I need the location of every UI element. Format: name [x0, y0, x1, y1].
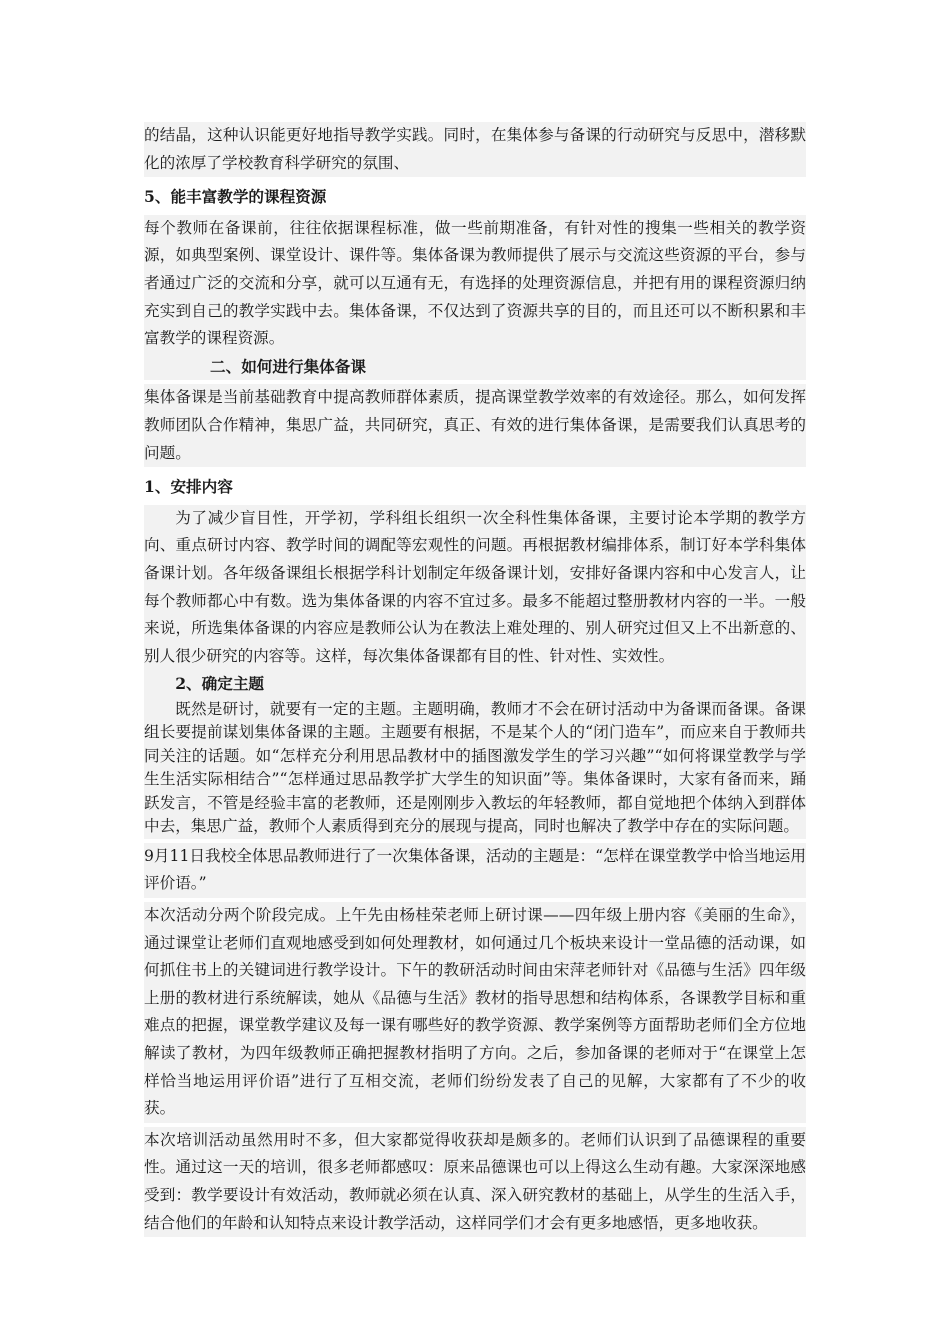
document-body: [144, 122, 806, 1237]
paragraph-training-summary: 本次培训活动虽然用时不多，但大家都觉得收获却是颇多的。老师们认识到了品德课程的重要性。通过这一天的培训，很多老师都感叹：原来品德课也可以上得这么生动有趣。大家深深地感受到：教学要设计有效活动，教师就必须在认真、深入研究教材的基础上，从学生的生活入手，结合他们的年龄和认知特点来设计教学活动，这样同学们才会有更多地感悟，更多地收获。: [144, 1127, 806, 1237]
heading-section-5: 5、能丰富教学的课程资源: [144, 183, 806, 211]
paragraph-activity-date: 9月11日我校全体思品教师进行了一次集体备课，活动的主题是：“怎样在课堂教学中恰当地运用评价语。”: [144, 843, 806, 898]
paragraph-how-to-prepare: 集体备课是当前基础教育中提高教师群体素质，提高课堂教学效率的有效途径。那么，如何发挥教师团队合作精神，集思广益，共同研究，真正、有效的进行集体备课，是需要我们认真思考的问题。: [144, 384, 806, 467]
paragraph-activity-stages: 本次活动分两个阶段完成。上午先由杨桂荣老师上研讨课——四年级上册内容《美丽的生命》，通过课堂让老师们直观地感受到如何处理教材，如何通过几个板块来设计一堂品德的活动课，如何抓住书上的关键词进行教学设计。下午的教研活动时间由宋萍老师针对《品德与生活》四年级上册的教材进行系统解读，她从《品德与生活》教材的指导思想和结构体系，各课教学目标和重难点的把握，课堂教学建议及每一课有哪些好的教学资源、教学案例等方面帮助老师们全方位地解读了教材，为四年级教师正确把握教材指明了方向。之后，参加备课的老师对于“在课堂上怎样恰当地运用评价语”进行了互相交流，老师们纷纷发表了自己的见解，大家都有了不少的收获。: [144, 902, 806, 1123]
paragraph-intro-continuation: 的结晶，这种认识能更好地指导教学实践。同时，在集体参与备课的行动研究与反思中，潜移默化的浓厚了学校教育科学研究的氛围、: [144, 122, 806, 177]
heading-arrange-content: 1、安排内容: [144, 473, 806, 501]
heading-part-2: 二、如何进行集体备课: [144, 353, 806, 381]
paragraph-arrange-content: 为了减少盲目性，开学初，学科组长组织一次全科性集体备课，主要讨论本学期的教学方向、重点研讨内容、教学时间的调配等宏观性的问题。再根据教材编排体系，制订好本学科集体备课计划。各年级备课组长根据学科计划制定年级备课计划，安排好备课内容和中心发言人，让每个教师都心中有数。选为集体备课的内容不宜过多。最多不能超过整册教材内容的一半。一般来说，所选集体备课的内容应是教师公认为在教法上难处理的、别人研究过但又上不出新意的、别人很少研究的内容等。这样，每次集体备课都有目的性、针对性、实效性。: [144, 505, 806, 671]
paragraph-course-resources: 每个教师在备课前，往往依据课程标准，做一些前期准备，有针对性的搜集一些相关的教学资源，如典型案例、课堂设计、课件等。集体备课为教师提供了展示与交流这些资源的平台，参与者通过广泛的交流和分享，就可以互通有无，有选择的处理资源信息，并把有用的课程资源归纳充实到自己的教学实践中去。集体备课，不仅达到了资源共享的目的，而且还可以不断积累和丰富教学的课程资源。: [144, 215, 806, 353]
heading-determine-theme: 2、确定主题: [144, 670, 806, 698]
paragraph-determine-theme: 既然是研讨，就要有一定的主题。主题明确，教师才不会在研讨活动中为备课而备课。备课组长要提前谋划集体备课的主题。主题要有根据，不是某个人的“闭门造车”，而应来自于教师共同关注的话题。如“怎样充分利用思品教材中的插图激发学生的学习兴趣”“如何将课堂教学与学生生活实际相结合”“怎样通过思品教学扩大学生的知识面”等。集体备课时，大家有备而来，踊跃发言，不管是经验丰富的老教师，还是刚刚步入教坛的年轻教师，都自觉地把个体纳入到群体中去，集思广益，教师个人素质得到充分的展现与提高，同时也解决了教学中存在的实际问题。: [144, 698, 806, 839]
